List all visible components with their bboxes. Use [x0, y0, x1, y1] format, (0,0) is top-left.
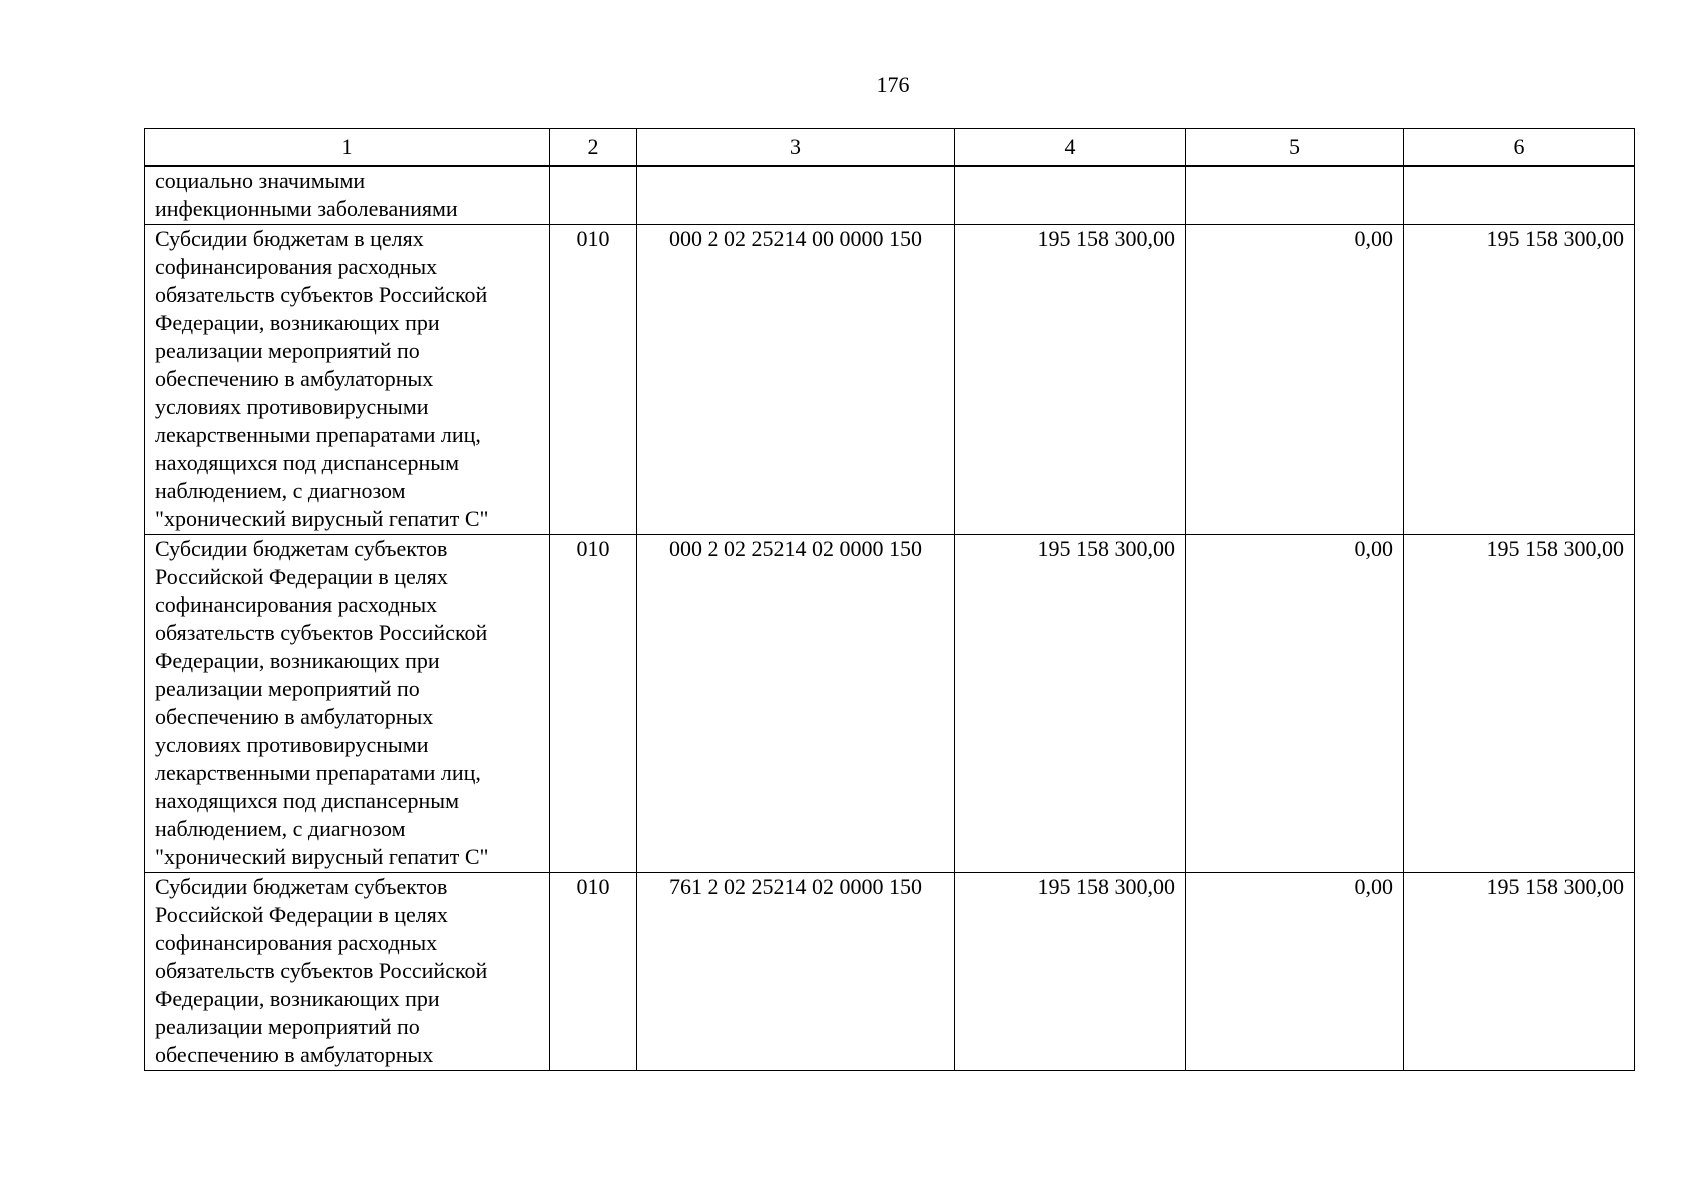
row-name: Субсидии бюджетам субъектов Российской Федерации в целях софинансирования расходных обязательств субъектов Российской Федерации, возникающих при реализации мероприятий по обеспечению в амбулаторных — [145, 873, 550, 1071]
column-header-4: 4 — [955, 129, 1186, 167]
column-header-5: 5 — [1186, 129, 1404, 167]
table-row — [145, 225, 1635, 535]
row-value-6 — [1404, 166, 1635, 225]
row-value-4 — [955, 166, 1186, 225]
row-name: Субсидии бюджетам в целях софинансирования расходных обязательств субъектов Российской Федерации, возникающих при реализации мероприятий по обеспечению в амбулаторных условиях противовирусными лекарственными препаратами лиц, находящихся под диспансерным наблюдением, с диагнозом "хронический вирусный гепатит С" — [145, 225, 550, 535]
column-header-6: 6 — [1404, 129, 1635, 167]
page-number: 176 — [876, 72, 910, 97]
row-value-5 — [1186, 166, 1404, 225]
row-value-6: 195 158 300,00 — [1404, 535, 1635, 873]
row-code: 010 — [550, 535, 637, 873]
row-code — [550, 166, 637, 225]
row-value-6: 195 158 300,00 — [1404, 225, 1635, 535]
column-header-3: 3 — [637, 129, 955, 167]
row-value-5: 0,00 — [1186, 535, 1404, 873]
row-kbk: 761 2 02 25214 02 0000 150 — [637, 873, 955, 1071]
row-name: Субсидии бюджетам субъектов Российской Федерации в целях софинансирования расходных обязательств субъектов Российской Федерации, возникающих при реализации мероприятий по обеспечению в амбулаторных условиях противовирусными лекарственными препаратами лиц, находящихся под диспансерным наблюдением, с диагнозом "хронический вирусный гепатит С" — [145, 535, 550, 873]
row-name: социально значимыми инфекционными заболеваниями — [145, 166, 550, 225]
budget-table — [144, 128, 1635, 1071]
row-value-5: 0,00 — [1186, 873, 1404, 1071]
row-code: 010 — [550, 225, 637, 535]
table-row — [145, 535, 1635, 873]
row-value-4: 195 158 300,00 — [955, 535, 1186, 873]
table-row — [145, 873, 1635, 1071]
row-kbk: 000 2 02 25214 00 0000 150 — [637, 225, 955, 535]
row-value-5: 0,00 — [1186, 225, 1404, 535]
column-header-2: 2 — [550, 129, 637, 167]
row-kbk: 000 2 02 25214 02 0000 150 — [637, 535, 955, 873]
column-header-1: 1 — [145, 129, 550, 167]
table-header-row — [145, 129, 1635, 167]
row-value-4: 195 158 300,00 — [955, 873, 1186, 1071]
row-value-4: 195 158 300,00 — [955, 225, 1186, 535]
row-code: 010 — [550, 873, 637, 1071]
row-value-6: 195 158 300,00 — [1404, 873, 1635, 1071]
row-kbk — [637, 166, 955, 225]
table-row — [145, 166, 1635, 225]
